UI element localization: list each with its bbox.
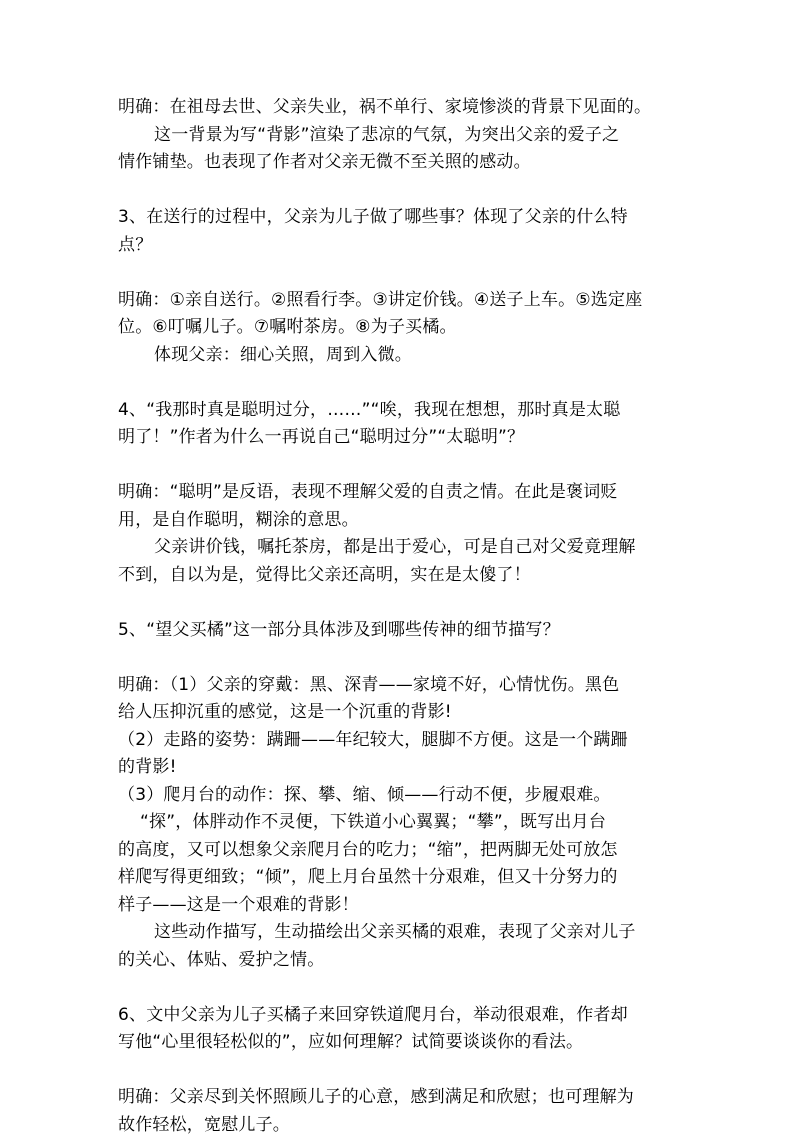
text-line: 4、“我那时真是聪明过分，……”“唉，我现在想想，那时真是太聪 bbox=[118, 397, 688, 425]
answer-block bbox=[118, 672, 688, 975]
text-line: 的高度，又可以想象父亲爬月台的吃力；“缩”，把两脚无处可放怎 bbox=[118, 837, 688, 865]
blank-line bbox=[118, 177, 688, 205]
text-line: 样子——这是一个艰难的背影！ bbox=[118, 892, 688, 920]
question-block bbox=[118, 204, 688, 259]
blank-line bbox=[118, 974, 688, 1002]
text-line: 用，是自作聪明，糊涂的意思。 bbox=[118, 507, 688, 535]
text-line: 3、在送行的过程中，父亲为儿子做了哪些事？体现了父亲的什么特 bbox=[118, 204, 688, 232]
text-line: 故作轻松，宽慰儿子。 bbox=[118, 1112, 688, 1139]
text-line: 明了！”作者为什么一再说自己“聪明过分”“太聪明”？ bbox=[118, 424, 688, 452]
text-line: 点？ bbox=[118, 232, 688, 260]
text-line: 6、文中父亲为儿子买橘子来回穿铁道爬月台，举动很艰难，作者却 bbox=[118, 1002, 688, 1030]
answer-block bbox=[118, 94, 688, 177]
text-line: （3）爬月台的动作：探、攀、缩、倾——行动不便，步履艰难。 bbox=[118, 782, 688, 810]
text-line: 样爬写得更细致；“倾”，爬上月台虽然十分艰难，但又十分努力的 bbox=[118, 864, 688, 892]
answer-block bbox=[118, 479, 688, 589]
text-line: 不到，自以为是，觉得比父亲还高明，实在是太傻了！ bbox=[118, 562, 688, 590]
blank-line bbox=[118, 452, 688, 480]
text-line: 明确：在祖母去世、父亲失业，祸不单行、家境惨淡的背景下见面的。 bbox=[118, 94, 688, 122]
text-line: 情作铺垫。也表现了作者对父亲无微不至关照的感动。 bbox=[118, 149, 688, 177]
text-line: 这一背景为写“背影”渲染了悲凉的气氛，为突出父亲的爱子之 bbox=[118, 122, 688, 150]
text-line: 位。⑥叮嘱儿子。⑦嘱咐茶房。⑧为子买橘。 bbox=[118, 314, 688, 342]
text-line: 明确：（1）父亲的穿戴：黑、深青——家境不好，心情忧伤。黑色 bbox=[118, 672, 688, 700]
answer-block bbox=[118, 1084, 688, 1139]
text-line: “探”，体胖动作不灵便，下铁道小心翼翼；“攀”，既写出月台 bbox=[118, 809, 688, 837]
text-line: 明确：父亲尽到关怀照顾儿子的心意，感到满足和欣慰；也可理解为 bbox=[118, 1084, 688, 1112]
blank-line bbox=[118, 1057, 688, 1085]
text-line: 的关心、体贴、爱护之情。 bbox=[118, 947, 688, 975]
blank-line bbox=[118, 369, 688, 397]
blank-line bbox=[118, 589, 688, 617]
text-line: 给人压抑沉重的感觉，这是一个沉重的背影! bbox=[118, 699, 688, 727]
text-line: 写他“心里很轻松似的”，应如何理解？试简要谈谈你的看法。 bbox=[118, 1029, 688, 1057]
question-block bbox=[118, 397, 688, 452]
text-line: （2）走路的姿势：蹒跚——年纪较大，腿脚不方便。这是一个蹒跚 bbox=[118, 727, 688, 755]
question-block bbox=[118, 617, 688, 645]
text-line: 明确：①亲自送行。②照看行李。③讲定价钱。④送子上车。⑤选定座 bbox=[118, 287, 688, 315]
text-line: 的背影! bbox=[118, 754, 688, 782]
text-line: 体现父亲：细心关照，周到入微。 bbox=[118, 342, 688, 370]
text-line: 明确：“聪明”是反语，表现不理解父爱的自责之情。在此是褒词贬 bbox=[118, 479, 688, 507]
blank-line bbox=[118, 259, 688, 287]
document-body bbox=[118, 94, 688, 1139]
text-line: 父亲讲价钱，嘱托茶房，都是出于爱心，可是自己对父爱竟理解 bbox=[118, 534, 688, 562]
text-line: 5、“望父买橘”这一部分具体涉及到哪些传神的细节描写？ bbox=[118, 617, 688, 645]
blank-line bbox=[118, 644, 688, 672]
text-line: 这些动作描写，生动描绘出父亲买橘的艰难，表现了父亲对儿子 bbox=[118, 919, 688, 947]
answer-block bbox=[118, 287, 688, 370]
question-block bbox=[118, 1002, 688, 1057]
